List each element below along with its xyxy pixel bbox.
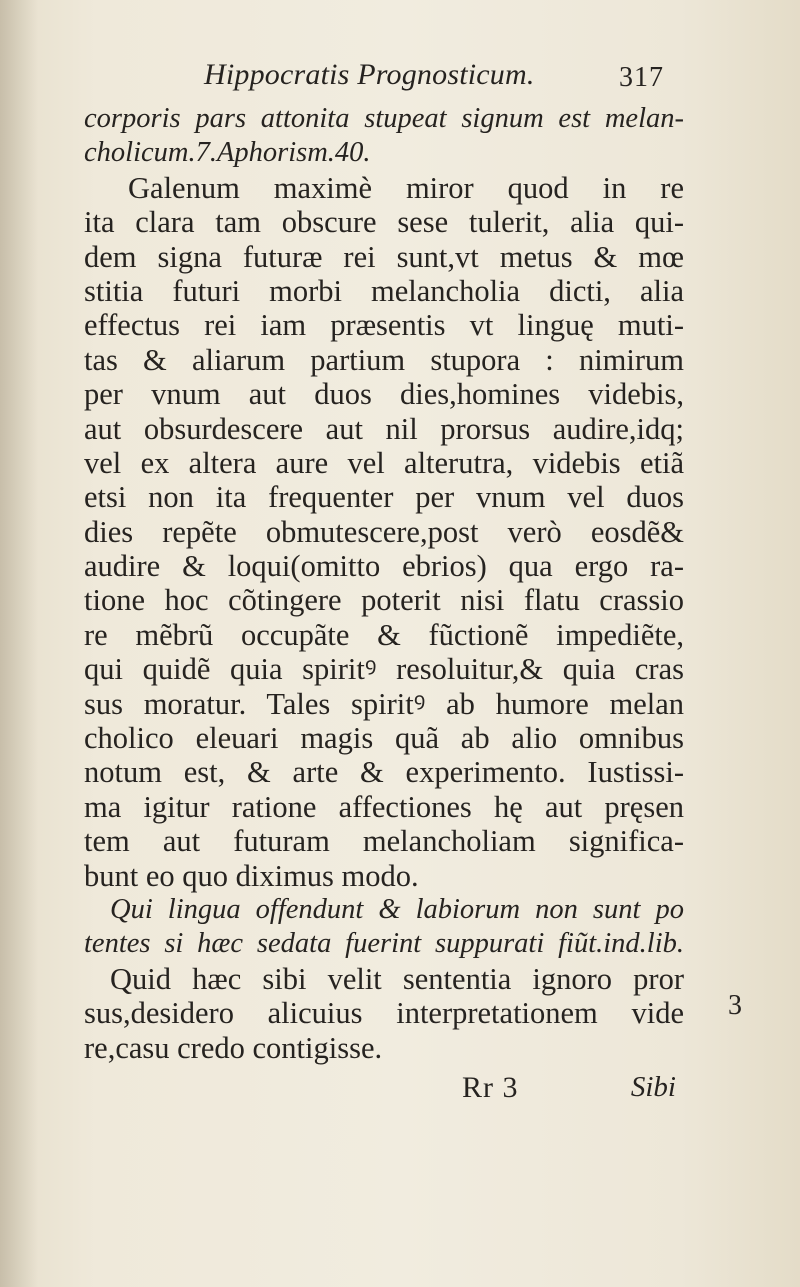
text-line: sus,desidero alicuius interpretationem vide	[84, 996, 684, 1031]
text-line: bunt eo quo diximus modo.	[84, 858, 419, 893]
text-line: tione hoc cõtingere poterit nisi flatu crassio	[84, 583, 684, 618]
text-line: sus moratur. Tales spiritꝰ ab humore melan	[84, 686, 684, 721]
text-line: vel ex altera aure vel alterutra, videbis etiã	[84, 445, 684, 480]
page-footer	[84, 1071, 684, 1111]
text-line: dies repẽte obmutescere,post verò eosdẽ&	[84, 514, 684, 549]
text-line: notum est, & arte & experimento. Iustissi-	[84, 755, 684, 790]
text-line: effectus rei iam præsentis vt linguę muti-	[84, 308, 684, 343]
text-line: qui quidẽ quia spiritꝰ resoluitur,& quia cras	[84, 652, 684, 687]
text-line: ma igitur ratione affectiones hę aut pręsen	[84, 789, 684, 824]
text-line: per vnum aut duos dies,homines videbis,	[84, 377, 684, 412]
text-line: tas & aliarum partium stupora : nimirum	[84, 342, 684, 377]
running-title: Hippocratis Prognosticum.	[204, 58, 535, 91]
page-header	[84, 58, 684, 102]
catchword: Sibi	[630, 1070, 676, 1103]
text-line: Quid hæc sibi velit sententia ignoro pror	[110, 961, 684, 996]
aphorism-heading-line: Qui lingua offendunt & labiorum non sunt po	[110, 893, 684, 925]
text-line: cholico eleuari magis quã ab alio omnibus	[84, 721, 684, 756]
aphorism-heading-line: tentes si hæc sedata fuerint suppurati fiũt.ind.lib.	[84, 928, 684, 960]
text-line: aut obsurdescere aut nil prorsus audire,idq;	[84, 411, 684, 446]
text-line: dem signa futuræ rei sunt,vt metus & mœ	[84, 239, 684, 274]
text-line: audire & loqui(omitto ebrios) qua ergo ra-	[84, 549, 684, 584]
text-line: tem aut futuram melancholiam significa-	[84, 824, 684, 859]
text-line: etsi non ita frequenter per vnum vel duos	[84, 480, 684, 515]
text-line: corporis pars attonita stupeat signum est melan-	[84, 103, 684, 134]
gutter-shadow	[0, 0, 38, 1287]
signature-mark: Rr 3	[462, 1070, 519, 1104]
text-line: re mẽbrũ occupãte & fũctionẽ impediẽte,	[84, 617, 684, 652]
text-line: cholicum.7.Aphorism.40.	[84, 137, 371, 169]
text-line: re,casu credo contigisse.	[84, 1030, 383, 1065]
text-line: stitia futuri morbi melancholia dicti, alia	[84, 273, 684, 308]
text-line: ita clara tam obscure sese tulerit, alia qui-	[84, 205, 684, 240]
page-number: 317	[619, 62, 664, 93]
text-line: Galenum maximè miror quod in re	[128, 170, 684, 205]
text-block	[84, 58, 684, 1111]
margin-note: 3	[728, 990, 742, 1021]
